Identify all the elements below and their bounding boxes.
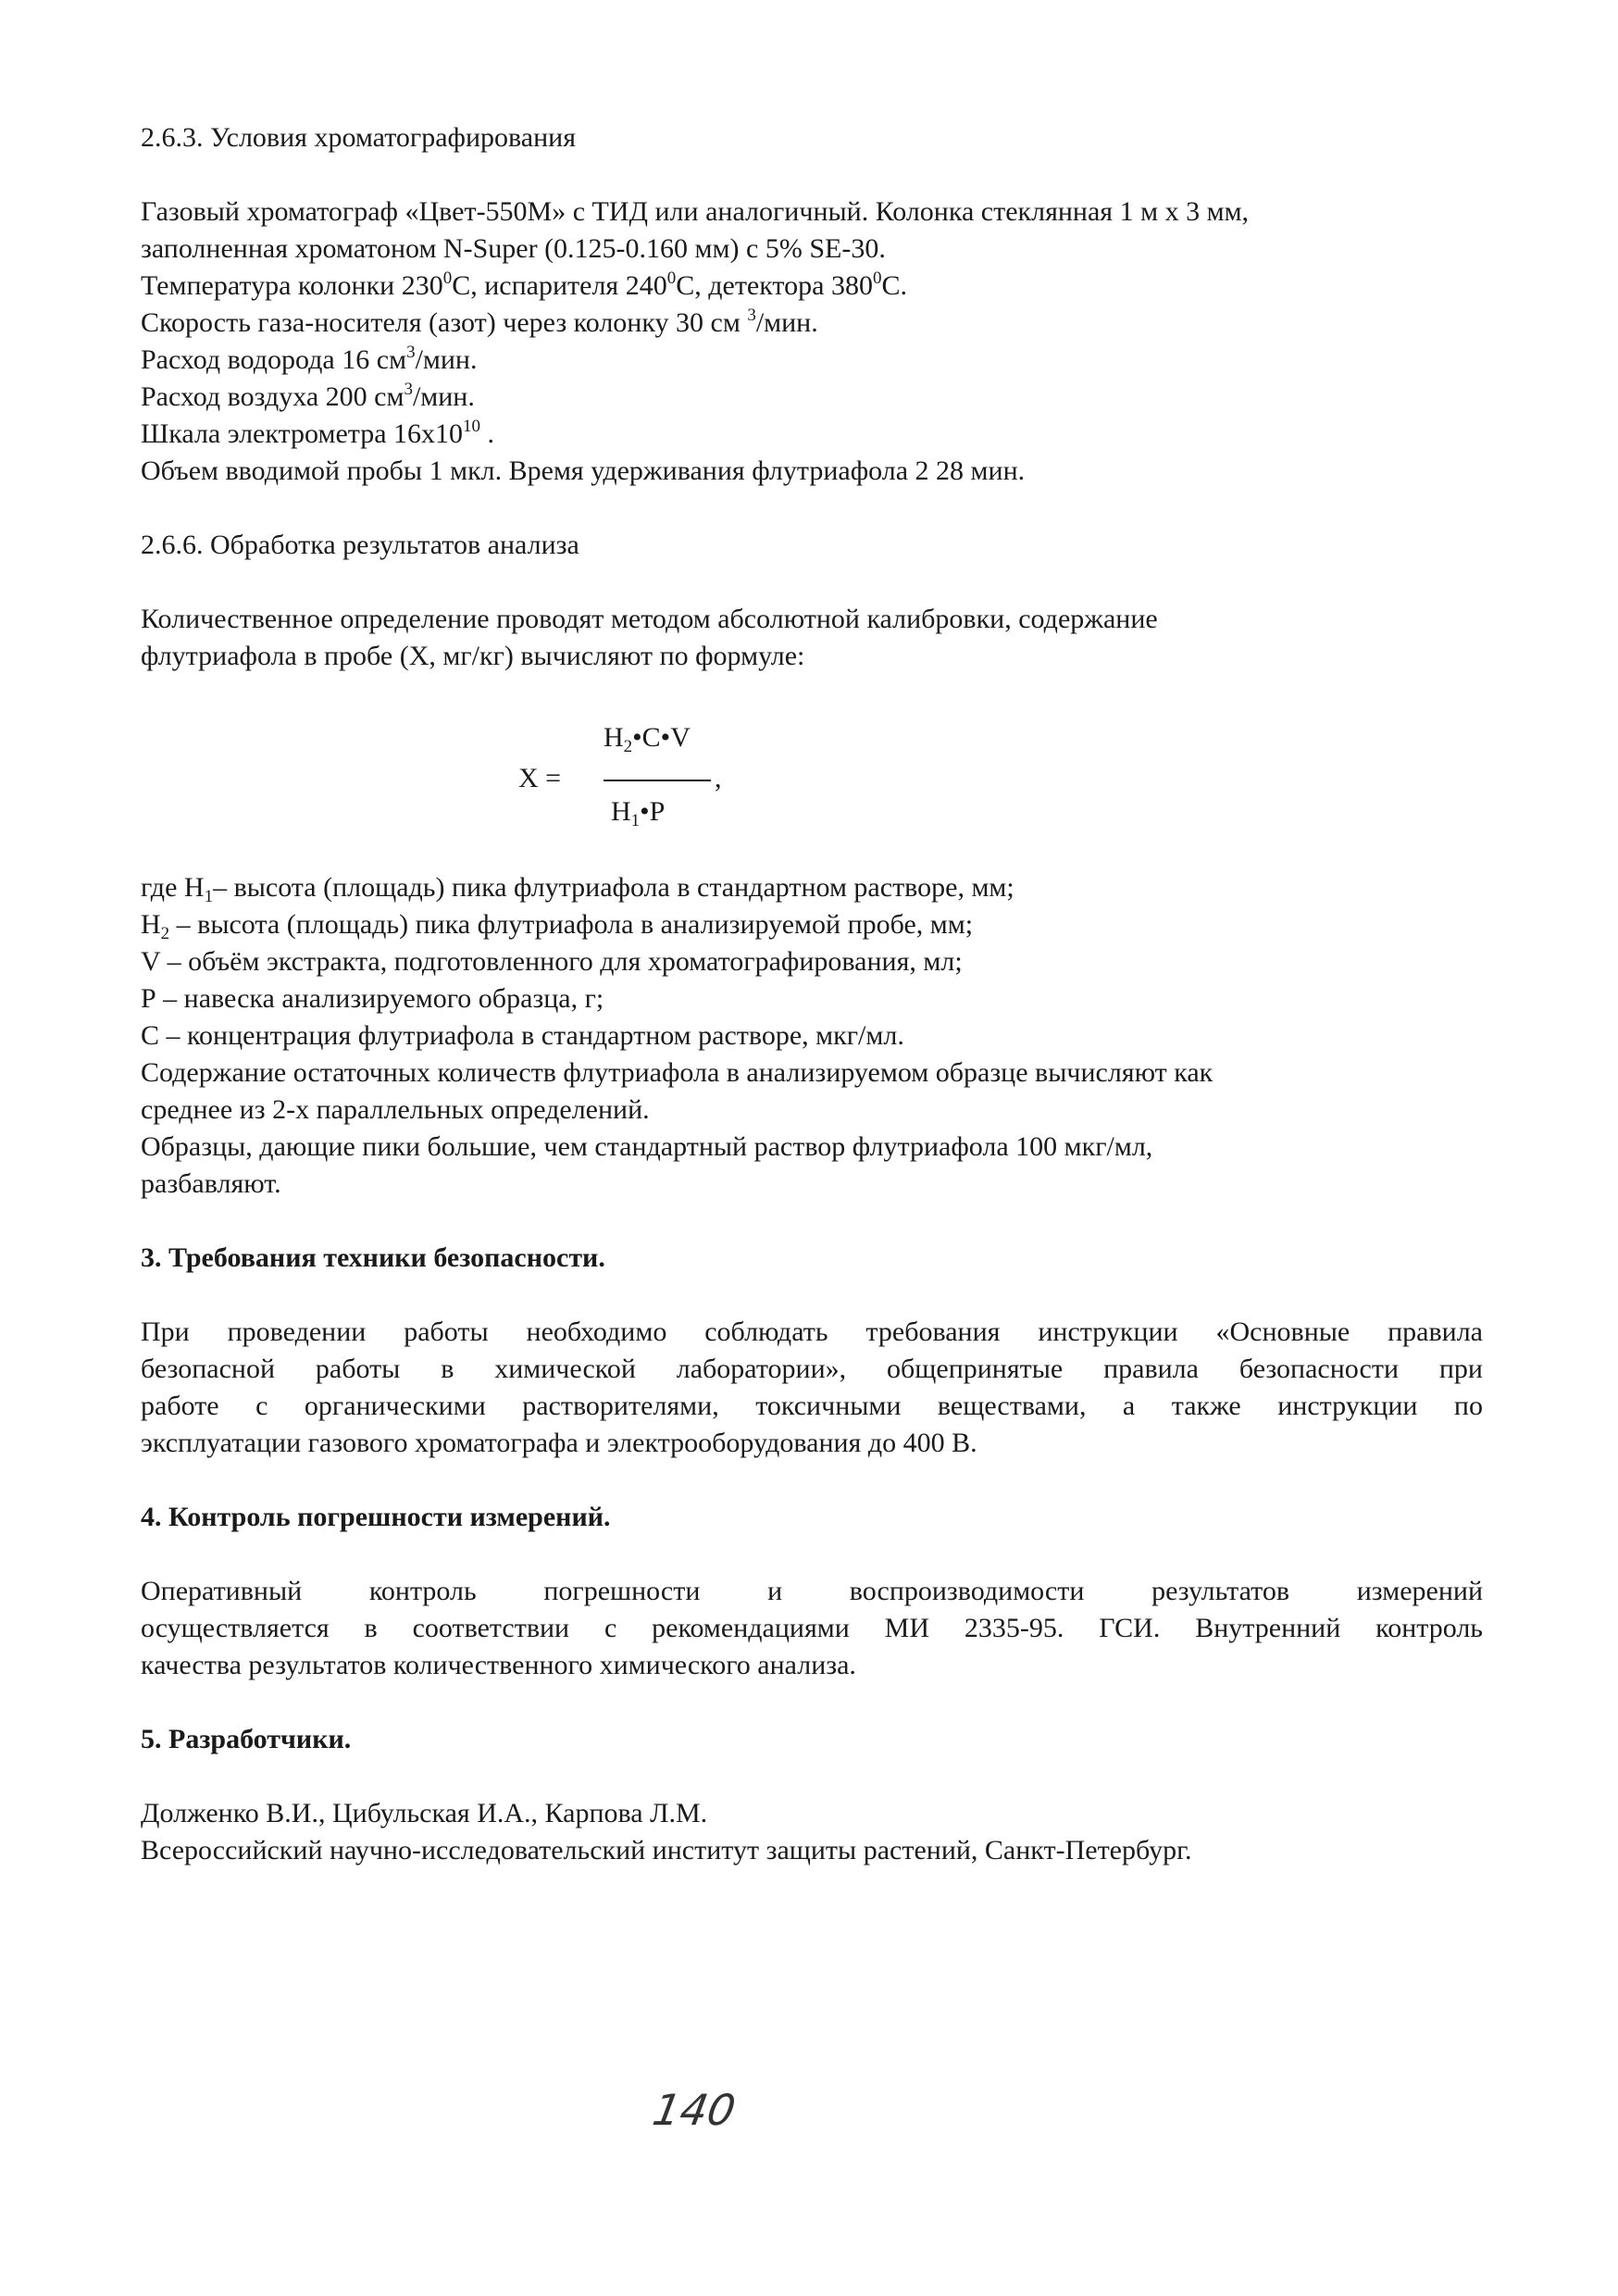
average-line: среднее из 2-х параллельных определений. xyxy=(141,1094,650,1125)
safety-paragraph-line: работе с органическими растворителями, токсичными веществами, а также инструкции по xyxy=(141,1391,1483,1421)
exponent: 3 xyxy=(406,343,416,362)
section-heading-safety: 3. Требования техники безопасности. xyxy=(141,1242,605,1273)
section-heading-developers: 5. Разработчики. xyxy=(141,1724,352,1754)
page-number: 140 xyxy=(649,2085,740,2135)
formula-subscript: 1 xyxy=(630,811,641,830)
legend-text: Н xyxy=(141,909,161,940)
safety-paragraph-line: эксплуатации газового хроматографа и электрооборудования до 400 В. xyxy=(141,1428,977,1458)
exponent: 3 xyxy=(404,380,413,399)
temp-text: С, испарителя 240 xyxy=(452,270,667,301)
scale-end: . xyxy=(480,418,495,449)
formula-symbol: H xyxy=(604,722,624,753)
safety-paragraph-line: При проведении работы необходимо соблюдать требования инструкции «Основные правила xyxy=(141,1316,1483,1347)
formula-denominator xyxy=(611,796,665,828)
section-heading-conditions: 2.6.3. Условия хроматографирования xyxy=(141,122,577,153)
temp-text: Температура колонки 230 xyxy=(141,270,443,301)
legend-subscript: 1 xyxy=(204,887,214,906)
hydrogen-line xyxy=(141,343,1483,378)
legend-c: С – концентрация флутриафола в стандартном растворе, мкг/мл. xyxy=(141,1020,904,1051)
legend-h1 xyxy=(141,870,1483,905)
legend-v: V – объём экстракта, подготовленного для хроматографирования, мл; xyxy=(141,946,963,977)
injection-volume-line: Объем вводимой пробы 1 мкл. Время удерживания флутриафола 2 28 мин. xyxy=(141,455,1026,486)
air-unit: /мин. xyxy=(412,381,475,412)
legend-p: Р – навеска анализируемого образца, г; xyxy=(141,983,604,1014)
safety-paragraph-line: безопасной работы в химической лаборатории», общепринятые правила безопасности при xyxy=(141,1354,1483,1384)
exponent: 3 xyxy=(747,306,756,325)
temperature-line xyxy=(141,268,1483,304)
legend-text: – высота (площадь) пика флутриафола в анализируемой пробе, мм; xyxy=(169,909,974,940)
calculation-formula xyxy=(518,722,741,833)
air-text: Расход воздуха 200 см xyxy=(141,381,404,412)
dilution-line: разбавляют. xyxy=(141,1168,281,1199)
average-line: Содержание остаточных количеств флутриафола в анализируемом образце вычисляют как xyxy=(141,1057,1214,1088)
processing-paragraph-line: Количественное определение проводят методом абсолютной калибровки, содержание xyxy=(141,604,1158,634)
scale-text: Шкала электрометра 16х10 xyxy=(141,418,464,449)
formula-symbol: •Р xyxy=(640,796,666,827)
control-paragraph-line: качества результатов количественного химического анализа. xyxy=(141,1650,856,1680)
temp-text: С, детектора 380 xyxy=(676,270,873,301)
exponent: 10 xyxy=(463,417,481,436)
carrier-gas-line xyxy=(141,306,1483,341)
hydrogen-text: Расход водорода 16 см xyxy=(141,344,407,375)
section-heading-control: 4. Контроль погрешности измерений. xyxy=(141,1502,611,1532)
formula-numerator xyxy=(604,722,691,754)
degree-mark: 0 xyxy=(442,268,453,288)
temp-text: С. xyxy=(881,270,907,301)
electrometer-line xyxy=(141,417,1483,452)
legend-text: – высота (площадь) пика флутриафола в стандартном растворе, мм; xyxy=(213,872,1014,903)
developer-institute: Всероссийский научно-исследовательский институт защиты растений, Санкт-Петербург. xyxy=(141,1835,1192,1866)
formula-symbol: •С•V xyxy=(632,722,691,753)
formula-comma: , xyxy=(715,763,722,793)
conditions-line: заполненная хроматоном N-Super (0.125-0.160 мм) с 5% SE-30. xyxy=(141,233,886,264)
legend-subscript: 2 xyxy=(160,924,170,943)
hydrogen-unit: /мин. xyxy=(415,344,478,375)
gas-text: Скорость газа-носителя (азот) через колонку 30 см xyxy=(141,307,748,338)
control-paragraph-line: Оперативный контроль погрешности и воспроизводимости результатов измерений xyxy=(141,1576,1483,1606)
dilution-line: Образцы, дающие пики большие, чем стандартный раствор флутриафола 100 мкг/мл, xyxy=(141,1131,1153,1162)
conditions-line: Газовый хроматограф «Цвет-550М» с ТИД или аналогичный. Колонка стеклянная 1 м х 3 мм, xyxy=(141,196,1250,227)
developer-names: Долженко В.И., Цибульская И.А., Карпова Л.М. xyxy=(141,1798,708,1828)
legend-h2 xyxy=(141,907,1483,942)
degree-mark: 0 xyxy=(872,268,882,288)
degree-mark: 0 xyxy=(666,268,677,288)
formula-lhs: Х = xyxy=(518,763,562,793)
control-paragraph-line: осуществляется в соответствии с рекомендациями МИ 2335-95. ГСИ. Внутренний контроль xyxy=(141,1613,1483,1643)
processing-paragraph-line: флутриафола в пробе (Х, мг/кг) вычисляют по формуле: xyxy=(141,641,805,671)
air-line xyxy=(141,380,1483,415)
formula-subscript: 2 xyxy=(623,737,633,756)
fraction-bar xyxy=(604,780,711,781)
section-heading-processing: 2.6.6. Обработка результатов анализа xyxy=(141,530,579,560)
formula-symbol: H xyxy=(611,796,631,827)
gas-unit: /мин. xyxy=(755,307,818,338)
legend-text: где Н xyxy=(141,872,205,903)
